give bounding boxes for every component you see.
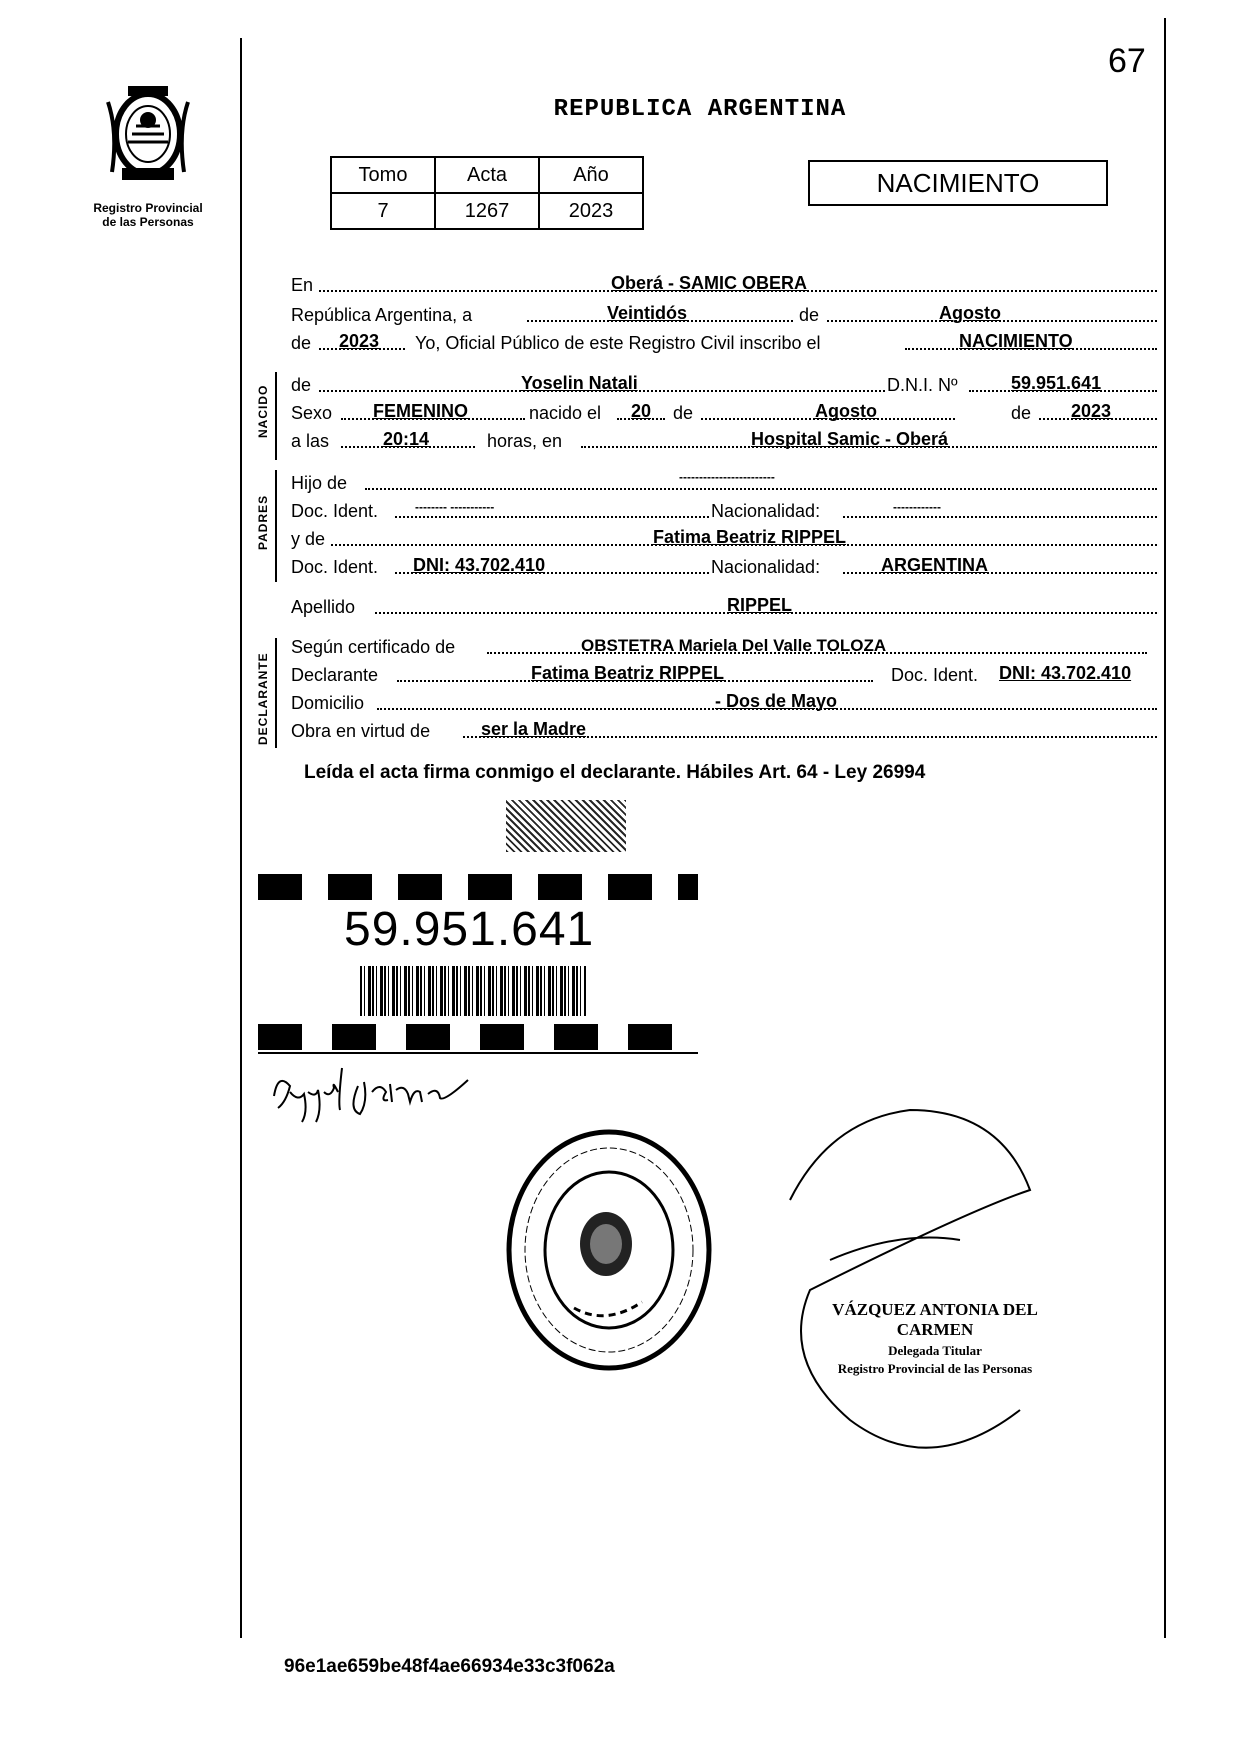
official-signature-scrawl [770,1080,1110,1480]
en-value: Oberá - SAMIC OBERA [611,273,808,293]
stamp-underline [258,1052,698,1054]
record-type-box: NACIMIENTO [808,160,1108,206]
en-label: En [291,275,314,295]
doc1-label: Doc. Ident. [291,501,379,521]
row-domicilio [291,690,1157,716]
segun-value: OBSTETRA Mariela Del Valle TOLOZA [581,636,887,655]
sexo-value: FEMENINO [373,401,469,421]
row-hijo [291,470,1157,496]
anio-value: 2023 [339,331,380,351]
row-doc2 [291,554,1157,580]
logo-line-1: Registro Provincial [93,201,203,215]
row-sexo [291,400,1157,426]
barcode [360,966,586,1016]
hijo-value: ------------------------ [679,470,775,484]
id-number: 59.951.641 [344,903,595,956]
security-stamp-row-bottom [258,1024,698,1050]
obra-value: ser la Madre [481,719,587,739]
doc2-label: Doc. Ident. [291,557,379,577]
page-number: 67 [1108,42,1146,80]
apellido-label: Apellido [291,597,356,617]
dots [395,516,709,518]
de3-label: de [291,375,312,395]
sexo-label: Sexo [291,403,333,423]
de-label: de [799,305,820,325]
header-acta: Acta [435,157,539,193]
value-tomo: 7 [331,193,435,229]
handwritten-signature [268,1062,488,1132]
doc1-value: -------- ----------- [415,500,495,514]
declarante-bracket [275,638,277,748]
nacido-bracket [275,372,277,460]
value-acta: 1267 [435,193,539,229]
official-org: Registro Provincial de las Personas [837,1361,1033,1376]
madre-value: Fatima Beatriz RIPPEL [653,527,847,547]
dia-value: Veintidós [607,303,688,323]
hijo-label: Hijo de [291,473,348,493]
dni-label: D.N.I. Nº [887,375,958,395]
document-hash: 96e1ae659be48f4ae66934e33c3f062a [284,1656,615,1677]
declarante-field-label: Declarante [291,665,379,685]
yde-label: y de [291,529,326,549]
security-stamp-row-top [258,874,698,900]
value-anio: 2023 [539,193,643,229]
row-madre [291,526,1157,552]
right-margin-line [1164,18,1166,1638]
mes-value: Agosto [939,303,1001,323]
record-table [330,156,644,230]
nac1-label: Nacionalidad: [711,501,821,521]
padres-label: PADRES [256,494,270,550]
docdecl-value: DNI: 43.702.410 [999,663,1132,683]
declarante-label: DECLARANTE [256,652,270,745]
de2-label: de [291,333,312,353]
row-declarante [291,662,1157,688]
logo-line-2: de las Personas [102,215,194,229]
nac2-label: Nacionalidad: [711,557,821,577]
de4-label: de [673,403,694,423]
page-title: REPUBLICA ARGENTINA [553,96,847,123]
left-margin-line [240,38,242,1638]
horas-label: horas, en [487,431,563,451]
republica-label: República Argentina, a [291,305,473,325]
obra-label: Obra en virtud de [291,721,431,741]
official-signature-block [805,1300,1065,1377]
official-name: VÁZQUEZ ANTONIA DEL CARMEN [832,1300,1038,1339]
lugar-value: Hospital Samic - Oberá [751,429,949,449]
header-tomo: Tomo [331,157,435,193]
row-apellido [291,594,1157,620]
domicilio-value: - Dos de Mayo [715,691,838,711]
hora-value: 20:14 [383,429,430,449]
row-nombre [291,372,1157,398]
de5-label: de [1011,403,1032,423]
declarante-value: Fatima Beatriz RIPPEL [531,663,725,683]
dots [365,488,1157,490]
dni-value: 59.951.641 [1011,373,1102,393]
closing-note: Leída el acta firma conmigo el declarante. Hábiles Art. 64 - Ley 26994 [304,762,926,783]
tipo-value: NACIMIENTO [959,331,1073,351]
dots [843,516,1157,518]
nacido-label: NACIDO [256,384,270,438]
padres-bracket [275,470,277,582]
docdecl-label: Doc. Ident. [891,665,979,685]
nac-mes-value: Agosto [815,401,877,421]
alas-label: a las [291,431,330,451]
nac2-value: ARGENTINA [881,555,988,575]
nac-dia-value: 20 [631,401,652,421]
apellido-value: RIPPEL [727,595,793,615]
security-emblem [506,800,626,852]
domicilio-label: Domicilio [291,693,365,713]
row-doc1 [291,498,1157,524]
row-hora [291,428,1157,454]
official-role: Delegada Titular [888,1343,982,1358]
doc2-value: DNI: 43.702.410 [413,555,546,575]
segun-label: Según certificado de [291,637,456,657]
nac1-value: ------------ [893,500,941,514]
nacido-el-label: nacido el [529,403,602,423]
nombre-value: Yoselin Natali [521,373,638,393]
nac-anio-value: 2023 [1071,401,1112,421]
row-obra [291,718,1157,744]
row-en [291,272,1157,298]
logo-caption [78,201,218,229]
row-fecha [291,302,1157,328]
header-anio: Año [539,157,643,193]
row-segun [291,634,1157,660]
official-oval-stamp [494,1118,724,1388]
oficial-text: Yo, Oficial Público de este Registro Civil inscribo el [415,333,821,353]
row-anio [291,330,1157,356]
